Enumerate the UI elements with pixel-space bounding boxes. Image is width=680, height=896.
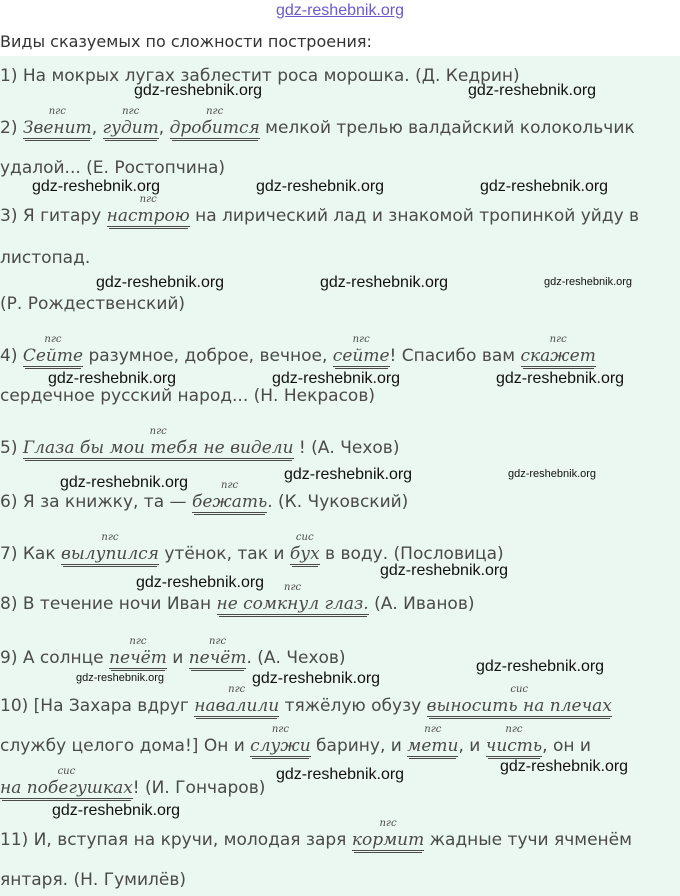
line-3c-text: (Р. Рождественский)	[0, 294, 186, 314]
predicate-text: печёт	[109, 648, 167, 668]
tag-pgs: пгс	[139, 194, 157, 205]
predicate-text: Звенит	[22, 118, 92, 138]
line-11b-text: янтаря. (Н. Гумилёв)	[0, 870, 186, 890]
line-10-prefix: 10) [На Захара вдруг	[0, 696, 195, 716]
site-title-link[interactable]: gdz-reshebnik.org	[275, 2, 405, 19]
line-3	[0, 194, 640, 227]
line-3b	[0, 248, 90, 268]
predicate-text: чисть	[485, 736, 543, 756]
predicate-chist	[485, 724, 543, 757]
line-4-prefix: 4)	[0, 346, 23, 366]
tag-pgs: пгс	[549, 334, 567, 345]
predicate-glaza-ne-videli	[22, 426, 294, 459]
comma: ,	[158, 118, 170, 138]
line-10b-middle-2: , и	[458, 736, 486, 756]
watermark: gdz-reshebnik.org	[52, 802, 181, 819]
line-7-rest: в воду. (Пословица)	[319, 544, 504, 564]
line-2-rest: мелкой трелью валдайский колокольчик	[259, 118, 635, 138]
line-10b-rest: , он и	[542, 736, 591, 756]
watermark: gdz-reshebnik.org	[96, 274, 225, 291]
line-9-rest: . (А. Чехов)	[246, 648, 346, 668]
line-3b-text: листопад.	[0, 248, 91, 268]
line-10b	[0, 724, 591, 757]
predicate-seyte-2	[332, 334, 390, 367]
tag-pgs: пгс	[221, 480, 239, 491]
predicate-bezhat	[191, 480, 268, 513]
tag-pgs: пгс	[284, 582, 302, 593]
tag-pgs: пгс	[505, 724, 523, 735]
watermark: gdz-reshebnik.org	[468, 82, 597, 99]
tag-pgs: пгс	[101, 532, 119, 543]
tag-pgs: пгс	[44, 334, 62, 345]
line-8-rest: (А. Иванов)	[368, 594, 475, 614]
tag-pgs: пгс	[122, 106, 140, 117]
watermark: gdz-reshebnik.org	[256, 178, 385, 195]
predicate-navalili	[194, 684, 280, 717]
watermark: gdz-reshebnik.org	[544, 276, 633, 288]
watermark: gdz-reshebnik.org	[320, 274, 449, 291]
line-6-rest: . (К. Чуковский)	[267, 492, 409, 512]
line-7-middle: утёнок, так и	[158, 544, 290, 564]
line-9-prefix: 9) А солнце	[0, 648, 110, 668]
predicate-text: выносить на плечах	[426, 696, 612, 716]
predicate-sluzhi	[250, 724, 311, 757]
watermark: gdz-reshebnik.org	[272, 370, 401, 387]
line-8-prefix: 8) В течение ночи Иван	[0, 594, 217, 614]
line-7-prefix: 7) Как	[0, 544, 62, 564]
line-11	[0, 818, 632, 851]
predicate-bukh	[289, 532, 320, 565]
predicate-text: мети	[407, 736, 459, 756]
predicate-vynosit-na-plechakh	[426, 684, 612, 717]
predicate-text: бух	[289, 544, 320, 564]
predicate-text: дробится	[169, 118, 260, 138]
line-5	[0, 426, 400, 459]
predicate-ne-somknul-glaz	[216, 582, 369, 615]
watermark: gdz-reshebnik.org	[32, 178, 161, 195]
line-11b	[0, 870, 186, 890]
line-10b-prefix: службу целого дома!] Он и	[0, 736, 251, 756]
line-3c	[0, 294, 185, 314]
tag-pgs: пгс	[352, 334, 370, 345]
watermark: gdz-reshebnik.org	[500, 758, 629, 775]
line-11-rest: жадные тучи ячменём	[424, 830, 632, 850]
line-4-middle: разумное, доброе, вечное,	[83, 346, 333, 366]
page-heading: Виды сказуемых по сложности построения:	[0, 32, 372, 51]
tag-pgs: пгс	[379, 818, 397, 829]
predicate-text: Глаза бы мои тебя не видели	[22, 438, 294, 458]
predicate-text: навалили	[194, 696, 280, 716]
line-10b-middle: барину, и	[310, 736, 408, 756]
line-1-text: 1) На мокрых лугах заблестит роса морошка. (Д. Кедрин)	[0, 66, 520, 86]
watermark: gdz-reshebnik.org	[480, 178, 609, 195]
line-9	[0, 636, 346, 669]
predicate-nastroyu	[106, 194, 190, 227]
watermark: gdz-reshebnik.org	[496, 370, 625, 387]
tag-pgs: пгс	[129, 636, 147, 647]
predicate-text: печёт	[188, 648, 247, 668]
line-6-prefix: 6) Я за книжку, та —	[0, 492, 192, 512]
line-5-rest: ! (А. Чехов)	[293, 438, 400, 458]
line-2	[0, 106, 635, 139]
tag-sis: сис	[510, 684, 529, 695]
predicate-meti	[407, 724, 459, 757]
line-3-rest: на лирический лад и знакомой тропинкой уйду в	[189, 206, 640, 226]
predicate-text: вылупился	[61, 544, 159, 564]
tag-pgs: пгс	[149, 426, 167, 437]
line-2-prefix: 2)	[0, 118, 23, 138]
predicate-gudit	[102, 106, 159, 139]
predicate-pechyot-1	[109, 636, 167, 669]
line-9-middle: и	[166, 648, 189, 668]
line-10-middle: тяжёлую обузу	[279, 696, 427, 716]
predicate-skazhet	[520, 334, 596, 367]
watermark: gdz-reshebnik.org	[476, 658, 605, 675]
predicate-text: кормит	[351, 830, 425, 850]
line-4b	[0, 386, 375, 406]
document-body	[0, 56, 680, 896]
line-2b	[0, 158, 225, 178]
watermark: gdz-reshebnik.org	[508, 468, 597, 480]
predicate-text: не сомкнул глаз.	[216, 594, 369, 614]
top-bar	[0, 0, 680, 28]
tag-pgs: пгс	[424, 724, 442, 735]
line-4-middle-2: ! Спасибо вам	[389, 346, 521, 366]
predicate-kormit	[351, 818, 425, 851]
watermark: gdz-reshebnik.org	[380, 562, 509, 579]
predicate-seyte-1	[22, 334, 84, 367]
predicate-text: настрою	[106, 206, 190, 226]
tag-pgs: пгс	[228, 684, 246, 695]
line-10c-rest: ! (И. Гончаров)	[132, 778, 266, 798]
watermark: gdz-reshebnik.org	[134, 82, 263, 99]
watermark: gdz-reshebnik.org	[252, 670, 381, 687]
watermark: gdz-reshebnik.org	[48, 370, 177, 387]
predicate-pechyot-2	[188, 636, 247, 669]
line-3-prefix: 3) Я гитару	[0, 206, 107, 226]
predicate-text: на побегушках	[0, 778, 133, 798]
tag-pgs: пгс	[271, 724, 289, 735]
tag-sis: сис	[295, 532, 314, 543]
line-2b-text: удалой... (Е. Ростопчина)	[0, 158, 226, 178]
line-10c	[0, 766, 266, 799]
line-4b-text: сердечное русский народ... (Н. Некрасов)	[0, 386, 375, 406]
predicate-vylupilsya	[61, 532, 159, 565]
predicate-na-pobegushkakh	[0, 766, 133, 799]
predicate-text: скажет	[520, 346, 596, 366]
predicate-text: Сейте	[22, 346, 84, 366]
watermark: gdz-reshebnik.org	[76, 672, 165, 684]
tag-pgs: пгс	[209, 636, 227, 647]
tag-pgs: пгс	[206, 106, 224, 117]
comma: ,	[91, 118, 103, 138]
watermark: gdz-reshebnik.org	[284, 466, 413, 483]
predicate-text: гудит	[102, 118, 159, 138]
watermark: gdz-reshebnik.org	[136, 574, 265, 591]
predicate-text: сейте	[332, 346, 390, 366]
line-11-prefix: 11) И, вступая на кручи, молодая заря	[0, 830, 352, 850]
tag-pgs: пгс	[48, 106, 66, 117]
predicate-zvenit	[22, 106, 92, 139]
line-5-prefix: 5)	[0, 438, 23, 458]
watermark: gdz-reshebnik.org	[60, 474, 189, 491]
tag-sis: сис	[57, 766, 76, 777]
line-10	[0, 684, 612, 717]
predicate-text: служи	[250, 736, 311, 756]
line-4	[0, 334, 596, 367]
predicate-text: бежать	[191, 492, 268, 512]
predicate-drobitsya	[169, 106, 260, 139]
watermark: gdz-reshebnik.org	[276, 766, 405, 783]
